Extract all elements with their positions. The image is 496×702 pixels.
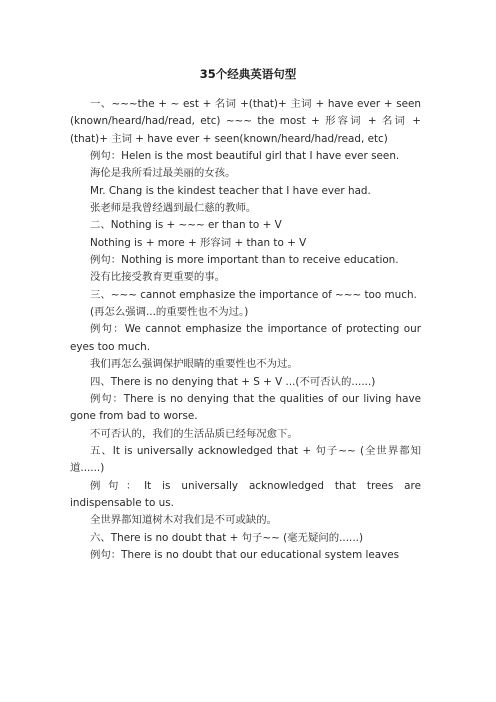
paragraph-example: Mr. Chang is the kindest teacher that I have ever had. (90, 184, 371, 197)
paragraph-example: 例句：We cannot emphasize the importance of protecting our eyes too much. (70, 323, 421, 353)
paragraph-pattern-6: 六、There is no doubt that + 句子~~ (毫无疑问的......) (90, 531, 363, 544)
paragraph-pattern-1: 一、~~~the + ~ est + 名词 +(that)+ 主词 + have ever + seen (known/heard/had/read, etc) ~~~ the most + 形容词 + 名词 +(that)+ 主词 + have ever + seen(known/heard/had/read, etc) (70, 98, 421, 145)
paragraph-translation: 全世界都知道树木对我们是不可或缺的。 (90, 514, 278, 527)
paragraph-example: 例句：Nothing is more important than to receive education. (90, 254, 399, 267)
paragraph-translation: 海伦是我所看过最美丽的女孩。 (90, 167, 236, 180)
document-title: 35个经典英语句型 (199, 67, 297, 81)
paragraph-pattern-2-variant: Nothing is + more + 形容词 + than to + V (90, 236, 307, 249)
paragraph-translation: 不可否认的，我们的生活品质已经每况愈下。 (90, 427, 298, 440)
paragraph-pattern-2: 二、Nothing is + ~~~ er than to + V (90, 219, 282, 232)
paragraph-example: 例句：There is no denying that the qualities of our living have gone from bad to worse. (70, 392, 421, 423)
paragraph-example: 例句：There is no doubt that our educational system leaves (90, 548, 400, 561)
paragraph-example: 例句：Helen is the most beautiful girl that I have ever seen. (90, 150, 400, 163)
paragraph-translation: 张老师是我曾经遇到最仁慈的教师。 (90, 202, 257, 215)
paragraph-pattern-5: 五、It is universally acknowledged that + 句子~~ (全世界都知道......) (70, 444, 421, 475)
paragraph-translation: 没有比接受教育更重要的事。 (90, 271, 226, 284)
paragraph-meaning: (再怎么强调...的重要性也不为过。) (90, 306, 249, 319)
paragraph-translation: 我们再怎么强调保护眼睛的重要性也不为过。 (90, 358, 298, 371)
paragraph-pattern-3: 三、~~~ cannot emphasize the importance of ~~~ too much. (90, 288, 417, 301)
document-body (70, 96, 421, 564)
paragraph-example: 例句：It is universally acknowledged that trees are indispensable to us. (70, 479, 421, 509)
paragraph-pattern-4: 四、There is no denying that + S + V ...(不可否认的......) (90, 375, 376, 388)
